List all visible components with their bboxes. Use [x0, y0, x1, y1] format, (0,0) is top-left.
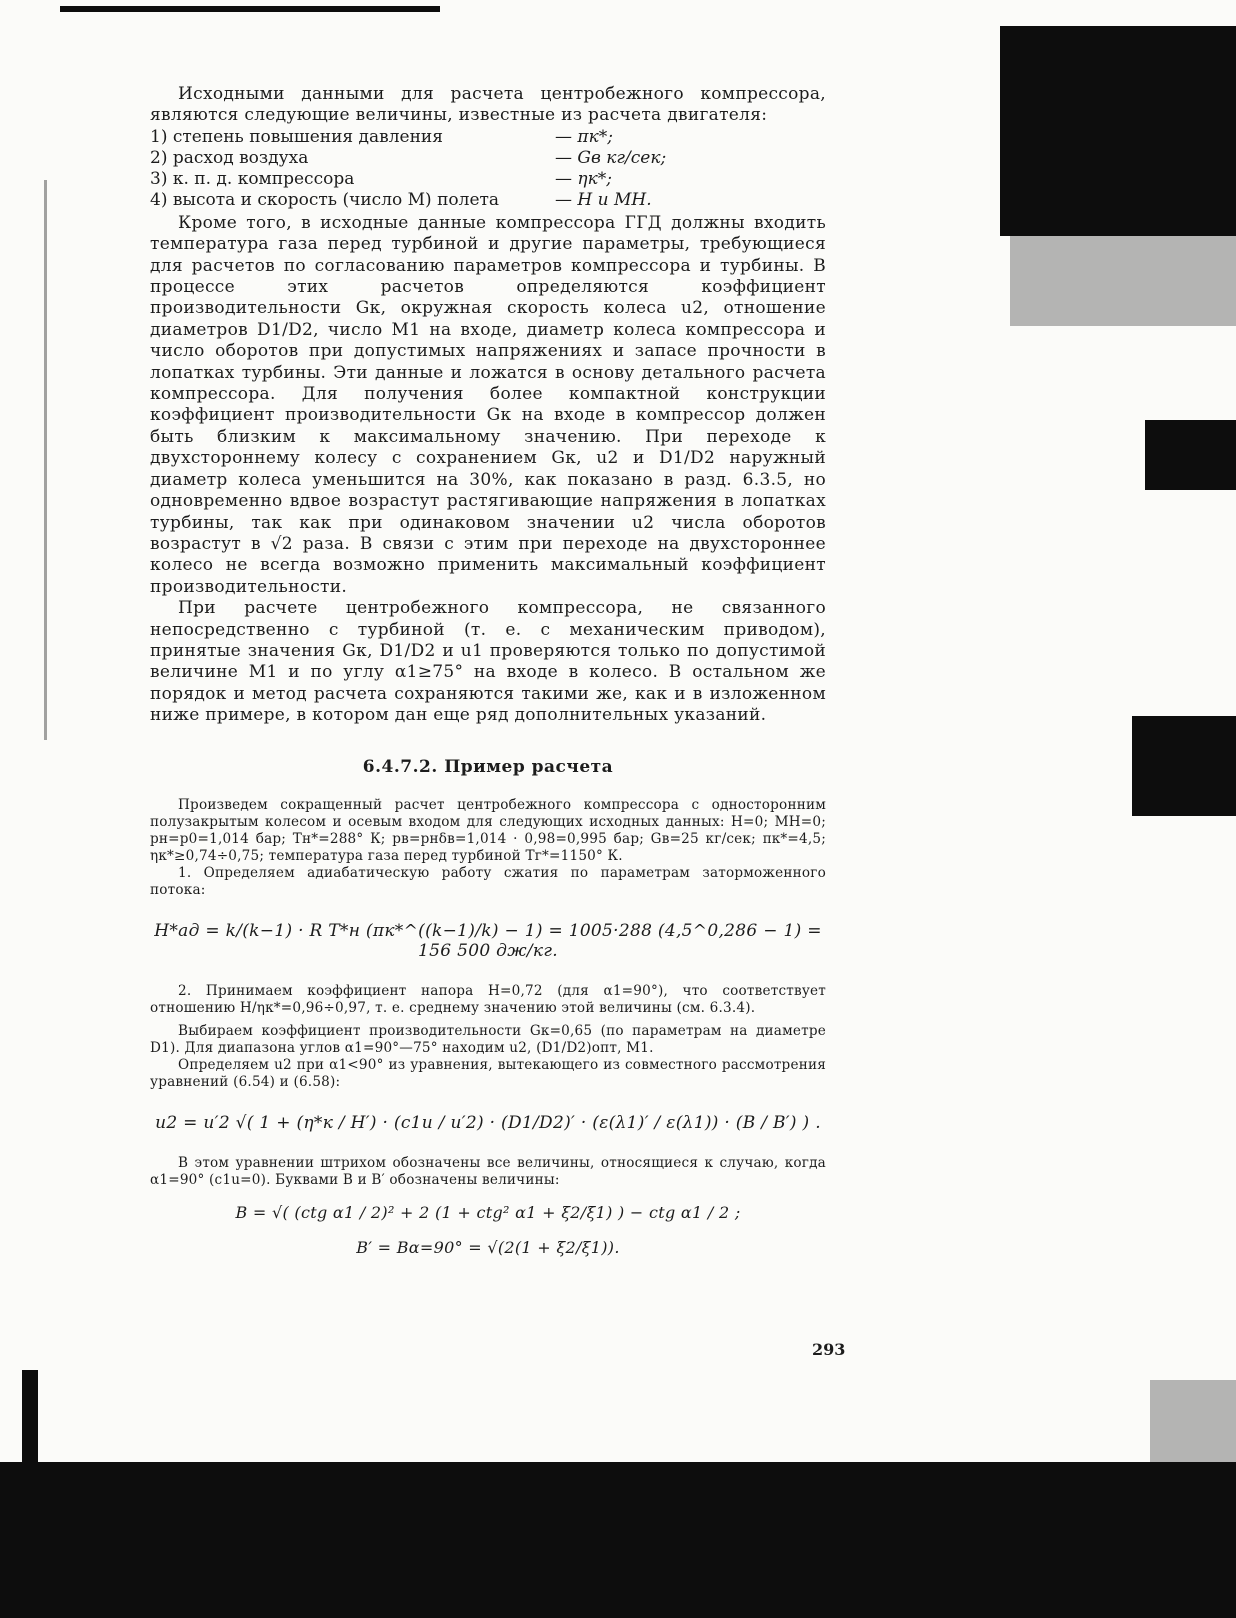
scan-shadow-bottom-right	[1150, 1380, 1236, 1462]
paragraph-2: При расчете центробежного компрессора, не связанного непосредственно с турбиной (т. е. с механическим приводом), принятые значения Gк, D1/D2 и u1 проверяются только по допустимой величине M1 и по углу α1≥75° на входе в колесо. В остальном же порядок и метод расчета сохраняются такими же, как и в изложенном ниже примере, в котором дан еще ряд дополнительных указаний.	[150, 598, 826, 726]
example-intro: Произведем сокращенный расчет центробежного компрессора с односторонним полузакрытым колесом и осевым входом для следующих исходных данных: H=0; MH=0; pн=p0=1,014 бар; Tн*=288° К; pв=pнδв=1,014 · 0,98=0,995 бар; Gв=25 кг/сек; πк*=4,5; ηк*≥0,74÷0,75; температура газа перед турбиной Tг*=1150° К.	[150, 796, 826, 864]
list-item: 2) расход воздуха — Gв кг/сек;	[150, 147, 667, 168]
formula-adiabatic-work: H*ад = k/(k−1) · R T*н (πк*^((k−1)/k) − 1) = 1005·288 (4,5^0,286 − 1) = 156 500 дж/кг.	[154, 920, 822, 961]
page-number: 293	[812, 1340, 846, 1359]
scan-shadow-bottom-left	[22, 1370, 38, 1465]
intro-paragraph: Исходными данными для расчета центробежного компрессора, являются следующие величины, известные из расчета двигателя:	[150, 84, 826, 126]
scan-margin-line	[44, 180, 47, 740]
page-content	[150, 84, 826, 1273]
step-2: 2. Принимаем коэффициент напора H=0,72 (для α1=90°), что соответствует отношению H/ηк*=0,96÷0,97, т. е. среднему значению этой величины (см. 6.3.4).	[150, 982, 826, 1016]
scan-border-top	[60, 6, 440, 12]
step-1: 1. Определяем адиабатическую работу сжатия по параметрам заторможенного потока:	[150, 864, 826, 898]
formula-b: B = √( (ctg α1 / 2)² + 2 (1 + ctg² α1 + ξ2/ξ1) ) − ctg α1 / 2 ;	[235, 1202, 741, 1222]
scan-shadow-bottom	[0, 1462, 1236, 1618]
list-item: 3) к. п. д. компрессора — ηк*;	[150, 168, 612, 189]
scan-shadow-right-mid	[1010, 236, 1236, 326]
step-5: В этом уравнении штрихом обозначены все величины, относящиеся к случаю, когда α1=90° (c1u=0). Буквами B и B′ обозначены величины:	[150, 1154, 826, 1188]
section-title: 6.4.7.2. Пример расчета	[362, 756, 614, 777]
scan-shadow-right-block2	[1132, 716, 1236, 816]
formula-u2: u2 = u′2 √( 1 + (η*к / H′) · (c1u / u′2) · (D1/D2)′ · (ε(λ1)′ / ε(λ1)) · (B / B′) ) .	[155, 1112, 821, 1133]
paragraph-1: Кроме того, в исходные данные компрессора ГГД должны входить температура газа перед турбиной и другие параметры, требующиеся для расчетов по согласованию параметров компрессора и турбины. В процессе этих расчетов определяются коэффициент производительности Gк, окружная скорость колеса u2, отношение диаметров D1/D2, число M1 на входе, диаметр колеса компрессора и число оборотов при допустимых напряжениях и запасе прочности в лопатках турбины. Эти данные и ложатся в основу детального расчета компрессора. Для получения более компактной конструкции коэффициент производительности Gк на входе в компрессор должен быть близким к максимальному значению. При переходе к двухстороннему колесу с сохранением Gк, u2 и D1/D2 наружный диаметр колеса уменьшится на 30%, как показано в разд. 6.3.5, но одновременно вдвое возрастут растягивающие напряжения в лопатках турбины, так как при одинаковом значении u2 числа оборотов возрастут в √2 раза. В связи с этим при переходе на двухстороннее колесо не всегда возможно применить максимальный коэффициент производительности.	[150, 212, 826, 597]
scan-shadow-right-top	[1000, 26, 1236, 236]
input-list	[150, 127, 826, 213]
step-4: Определяем u2 при α1<90° из уравнения, вытекающего из совместного рассмотрения уравнений (6.54) и (6.58):	[150, 1056, 826, 1090]
scan-shadow-right-block	[1145, 420, 1236, 490]
list-item: 1) степень повышения давления — πк*;	[150, 126, 613, 147]
step-3: Выбираем коэффициент производительности Gк=0,65 (по параметрам на диаметре D1). Для диапазона углов α1=90°—75° находим u2, (D1/D2)опт, M1.	[150, 1022, 826, 1056]
formula-b-prime: B′ = Bα=90° = √(2(1 + ξ2/ξ1)).	[356, 1237, 620, 1257]
list-item: 4) высота и скорость (число М) полета — H и MH.	[150, 189, 652, 210]
